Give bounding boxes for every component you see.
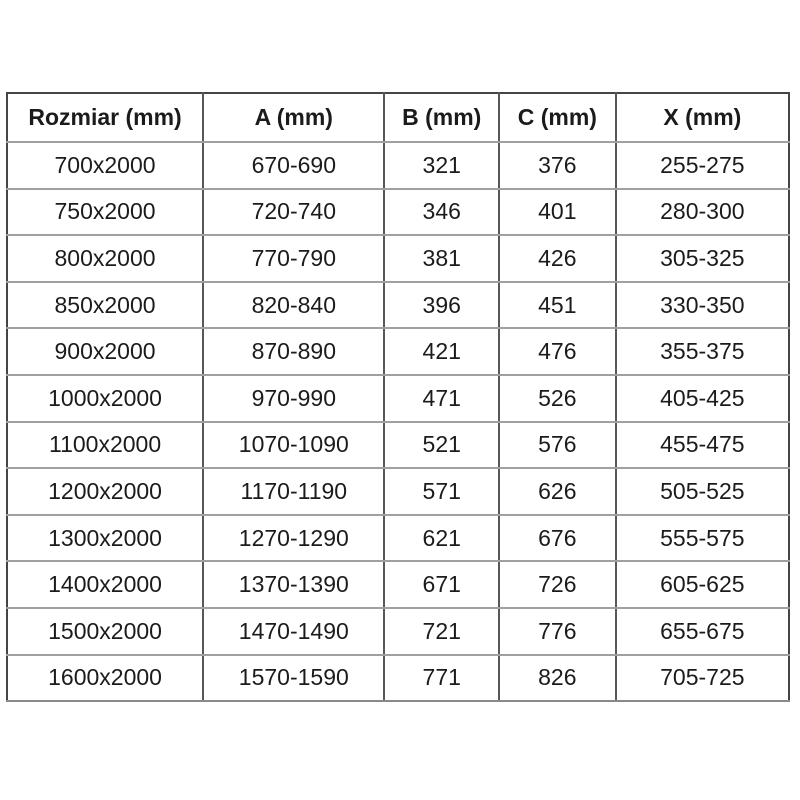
dimension-cell: 826 (499, 655, 616, 702)
dimension-cell: 355-375 (616, 328, 789, 375)
dimension-cell: 670-690 (203, 142, 384, 189)
dimension-cell: 1570-1590 (203, 655, 384, 702)
table-row (7, 468, 789, 515)
column-header: Rozmiar (mm) (7, 93, 203, 142)
dimension-cell: 401 (499, 189, 616, 236)
dimension-cell: 576 (499, 422, 616, 469)
dimension-cell: 776 (499, 608, 616, 655)
size-cell: 1300x2000 (7, 515, 203, 562)
size-cell: 900x2000 (7, 328, 203, 375)
dimension-cell: 376 (499, 142, 616, 189)
dimension-cell: 705-725 (616, 655, 789, 702)
size-cell: 800x2000 (7, 235, 203, 282)
dimension-cell: 1070-1090 (203, 422, 384, 469)
dimension-cell: 346 (384, 189, 498, 236)
dimension-cell: 770-790 (203, 235, 384, 282)
dimension-cell: 1470-1490 (203, 608, 384, 655)
dimension-cell: 721 (384, 608, 498, 655)
column-header: X (mm) (616, 93, 789, 142)
table-row (7, 142, 789, 189)
column-header: C (mm) (499, 93, 616, 142)
dimension-cell: 381 (384, 235, 498, 282)
size-specification-table (6, 92, 790, 702)
table-body (7, 142, 789, 701)
dimension-cell: 451 (499, 282, 616, 329)
table-row (7, 328, 789, 375)
dimension-cell: 1170-1190 (203, 468, 384, 515)
dimension-cell: 771 (384, 655, 498, 702)
size-cell: 1400x2000 (7, 561, 203, 608)
dimension-cell: 870-890 (203, 328, 384, 375)
table-row (7, 608, 789, 655)
header-row (7, 93, 789, 142)
size-cell: 1600x2000 (7, 655, 203, 702)
table-row (7, 561, 789, 608)
dimension-cell: 255-275 (616, 142, 789, 189)
size-cell: 750x2000 (7, 189, 203, 236)
size-cell: 700x2000 (7, 142, 203, 189)
dimension-cell: 305-325 (616, 235, 789, 282)
dimension-cell: 626 (499, 468, 616, 515)
dimension-cell: 820-840 (203, 282, 384, 329)
dimension-cell: 605-625 (616, 561, 789, 608)
dimension-cell: 970-990 (203, 375, 384, 422)
dimension-cell: 476 (499, 328, 616, 375)
column-header: B (mm) (384, 93, 498, 142)
dimension-cell: 321 (384, 142, 498, 189)
size-table-container (6, 92, 790, 702)
dimension-cell: 726 (499, 561, 616, 608)
table-row (7, 189, 789, 236)
dimension-cell: 720-740 (203, 189, 384, 236)
dimension-cell: 280-300 (616, 189, 789, 236)
dimension-cell: 676 (499, 515, 616, 562)
size-cell: 1200x2000 (7, 468, 203, 515)
table-row (7, 655, 789, 702)
dimension-cell: 571 (384, 468, 498, 515)
dimension-cell: 396 (384, 282, 498, 329)
dimension-cell: 455-475 (616, 422, 789, 469)
dimension-cell: 526 (499, 375, 616, 422)
dimension-cell: 521 (384, 422, 498, 469)
table-row (7, 375, 789, 422)
dimension-cell: 671 (384, 561, 498, 608)
dimension-cell: 505-525 (616, 468, 789, 515)
dimension-cell: 421 (384, 328, 498, 375)
size-cell: 1100x2000 (7, 422, 203, 469)
size-cell: 850x2000 (7, 282, 203, 329)
dimension-cell: 621 (384, 515, 498, 562)
size-cell: 1500x2000 (7, 608, 203, 655)
dimension-cell: 471 (384, 375, 498, 422)
dimension-cell: 1270-1290 (203, 515, 384, 562)
size-cell: 1000x2000 (7, 375, 203, 422)
dimension-cell: 426 (499, 235, 616, 282)
table-row (7, 515, 789, 562)
dimension-cell: 330-350 (616, 282, 789, 329)
dimension-cell: 1370-1390 (203, 561, 384, 608)
dimension-cell: 555-575 (616, 515, 789, 562)
dimension-cell: 655-675 (616, 608, 789, 655)
table-row (7, 422, 789, 469)
column-header: A (mm) (203, 93, 384, 142)
dimension-cell: 405-425 (616, 375, 789, 422)
table-row (7, 282, 789, 329)
table-head (7, 93, 789, 142)
table-row (7, 235, 789, 282)
